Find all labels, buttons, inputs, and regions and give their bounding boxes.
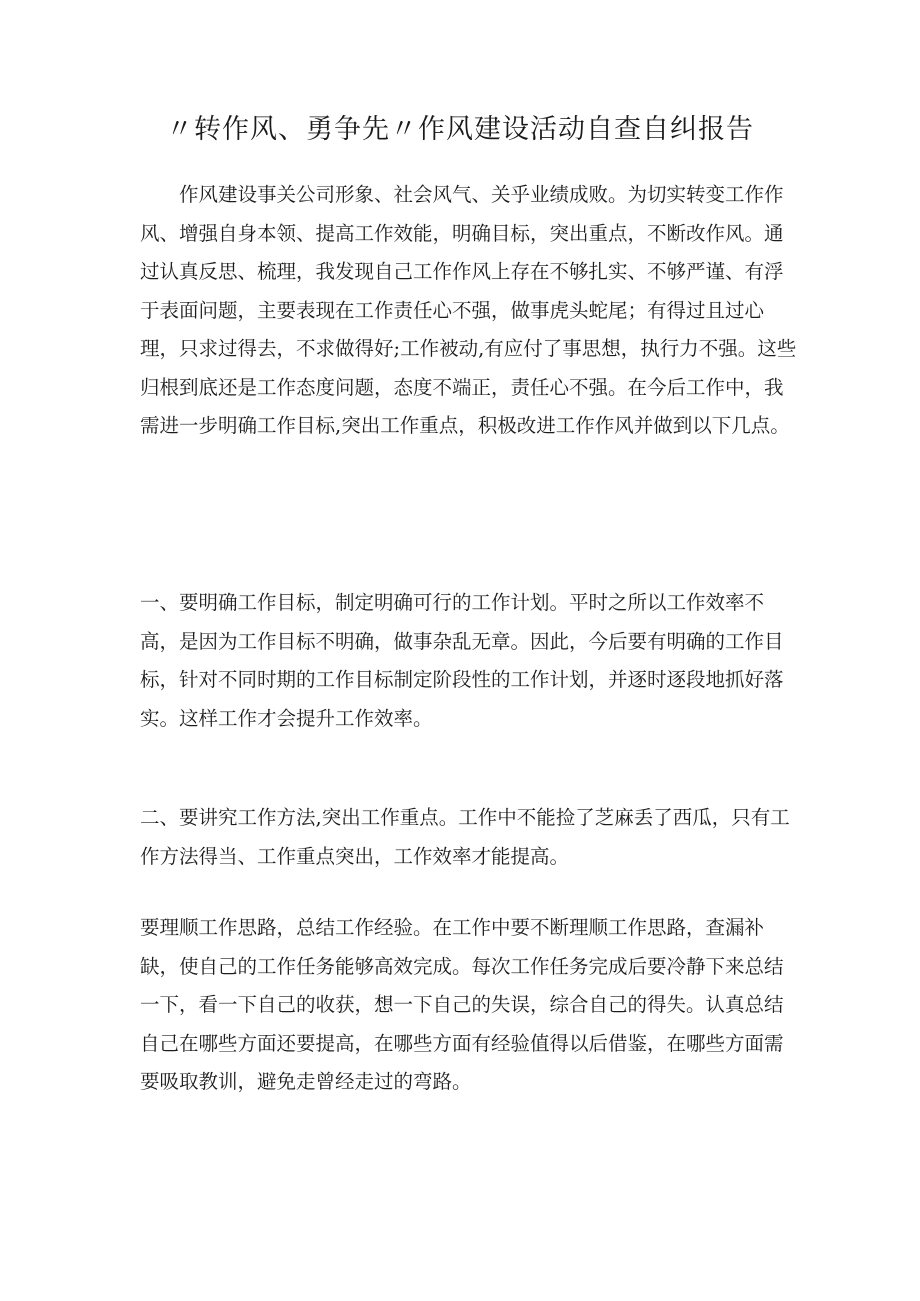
paragraph-point-one xyxy=(140,584,800,738)
paragraph-text: 二、要讲究工作方法,突出工作重点。工作中不能捡了芝麻丢了西瓜，只有工作方法得当、工作重点突出，工作效率才能提高。 xyxy=(140,806,790,868)
paragraph-text: 作风建设事关公司形象、社会风气、关乎业绩成败。为切实转变工作作风、增强自身本领、提高工作效能，明确目标，突出重点，不断改作风。通过认真反思、梳理，我发现自己工作作风上存在不够扎实、不够严谨、有浮于表面问题，主要表现在工作责任心不强，做事虎头蛇尾；有得过且过心理，只求过得去，不求做得好;工作被动,有应付了事思想，执行力不强。这些归根到底还是工作态度问题，态度不端正，责任心不强。在今后工作中，我需进一步明确工作目标,突出工作重点，积极改进工作作风并做到以下几点。 xyxy=(140,183,797,437)
paragraph-point-three xyxy=(140,909,800,1102)
paragraph-text: 一、要明确工作目标，制定明确可行的工作计划。平时之所以工作效率不高，是因为工作目标不明确，做事杂乱无章。因此，今后要有明确的工作目标，针对不同时期的工作目标制定阶段性的工作计划，并逐时逐段地抓好落实。这样工作才会提升工作效率。 xyxy=(140,591,784,730)
paragraph-text: 要理顺工作思路，总结工作经验。在工作中要不断理顺工作思路，查漏补缺，使自己的工作任务能够高效完成。每次工作任务完成后要冷静下来总结一下，看一下自己的收获，想一下自己的失误，综合自己的得失。认真总结自己在哪些方面还要提高，在哪些方面有经验值得以后借鉴，在哪些方面需要吸取教训，避免走曾经走过的弯路。 xyxy=(140,916,784,1093)
paragraph-point-two xyxy=(140,799,800,876)
document-title: 〃转作风、勇争先〃作风建设活动自查自纠报告 xyxy=(166,114,754,145)
paragraph-intro xyxy=(140,176,800,446)
